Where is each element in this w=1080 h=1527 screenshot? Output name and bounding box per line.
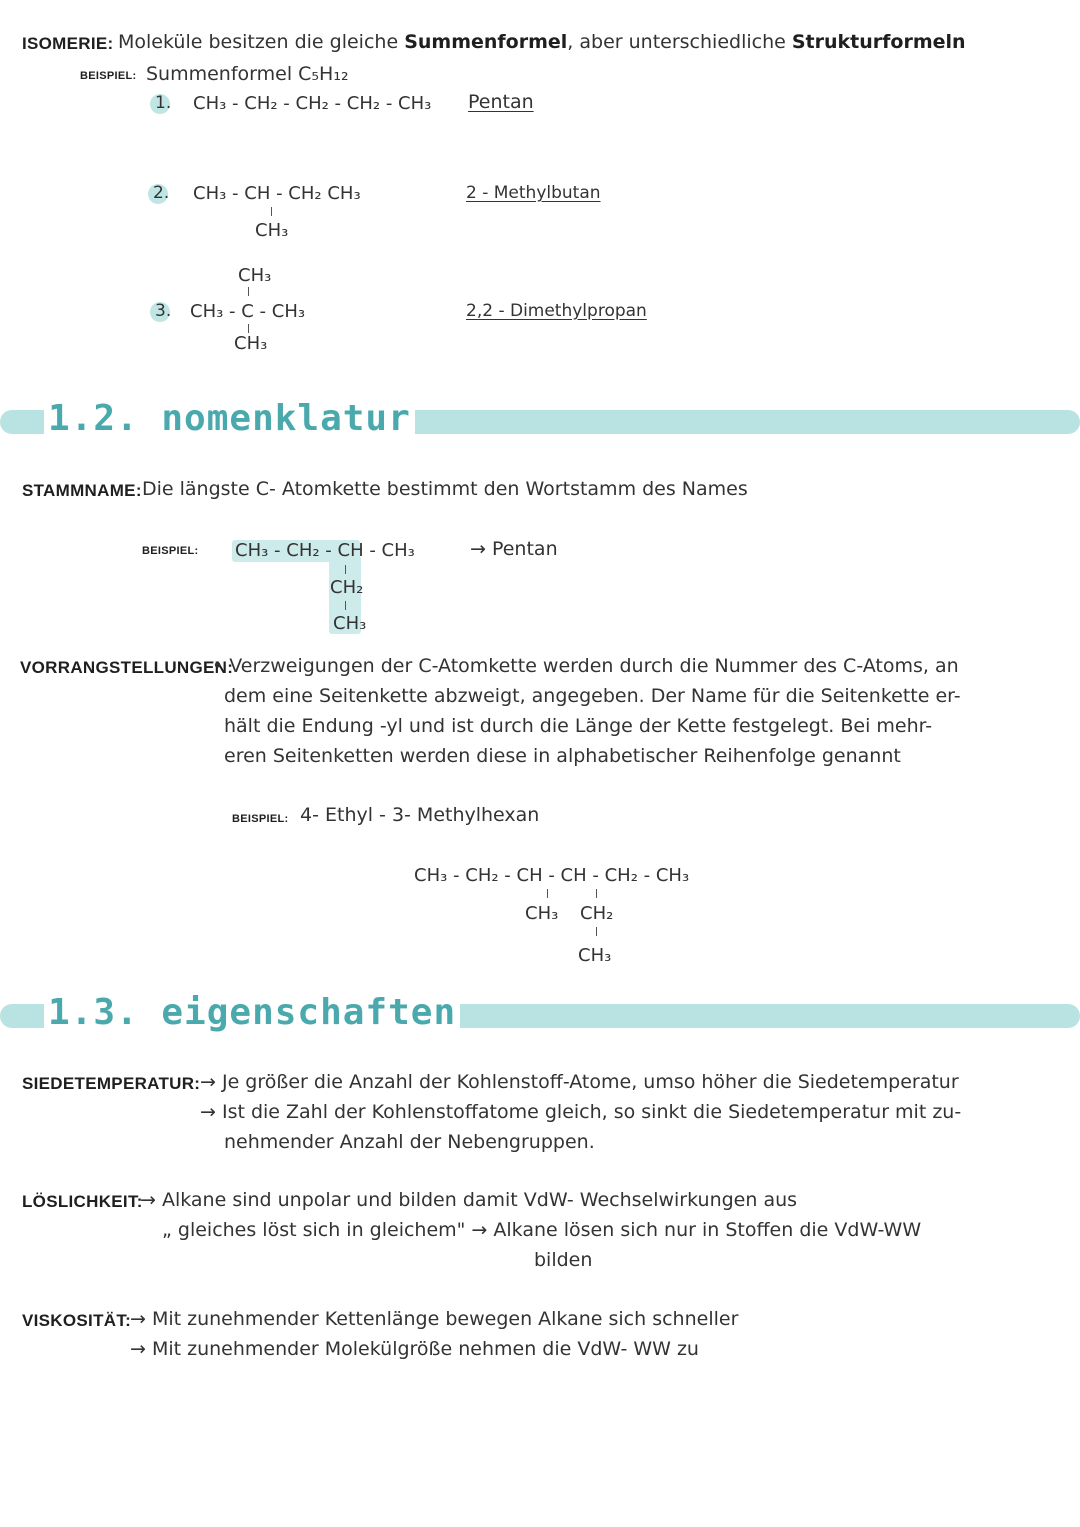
example-3-bond-top [248, 287, 249, 296]
example-3-branch-bottom: CH₃ [234, 333, 268, 354]
example-1-name: Pentan [468, 91, 534, 113]
vorrang-bond-left [547, 889, 548, 898]
isomerie-text-a: Moleküle besitzen die gleiche [118, 31, 399, 53]
vorrang-beispiel-name: 4- Ethyl - 3- Methylhexan [300, 804, 540, 826]
vorrang-label: VORRANGSTELLUNGEN: [20, 658, 234, 677]
vorrang-branch-left: CH₃ [525, 903, 559, 924]
vorrang-line-2: dem eine Seitenkette abzweigt, angegeben. Der Name für die Seitenkette er- [224, 685, 961, 707]
isomerie-label: ISOMERIE: [22, 34, 114, 53]
isomerie-summenformel: Summenformel [404, 31, 568, 53]
example-3-number: 3. [155, 301, 172, 321]
section-eigenschaften-title: 1.3. eigenschaften [44, 992, 460, 1033]
vorrang-line-4: eren Seitenketten werden diese in alphabetischer Reihenfolge genannt [224, 745, 901, 767]
example-3-branch-top: CH₃ [238, 265, 272, 286]
stammname-bond-2 [345, 601, 346, 610]
siedetemperatur-line-3: nehmender Anzahl der Nebengruppen. [224, 1131, 595, 1153]
vorrang-line-3: hält die Endung -yl und ist durch die Länge der Kette festgelegt. Bei mehr- [224, 715, 933, 737]
viskositaet-line-2: → Mit zunehmender Molekülgröße nehmen die VdW- WW zu [130, 1338, 699, 1360]
stammname-beispiel-label: BEISPIEL: [142, 545, 199, 557]
isomerie-beispiel-label: BEISPIEL: [80, 70, 137, 82]
example-1-number: 1. [155, 93, 172, 113]
stammname-branch-2: CH₃ [333, 613, 367, 634]
stammname-bond-1 [345, 565, 346, 574]
example-2-branch: CH₃ [255, 220, 289, 241]
stammname-result: → Pentan [470, 538, 558, 560]
vorrang-bond-right-2 [596, 927, 597, 936]
example-1-formula: CH₃ - CH₂ - CH₂ - CH₂ - CH₃ [193, 93, 432, 114]
example-3-name: 2,2 - Dimethylpropan [466, 301, 647, 321]
vorrang-line-1: • Verzweigungen der C-Atomkette werden durch die Nummer des C-Atoms, an [212, 655, 959, 677]
viskositaet-label: VISKOSITÄT: [22, 1311, 132, 1330]
viskositaet-line-1: → Mit zunehmender Kettenlänge bewegen Alkane sich schneller [130, 1308, 739, 1330]
example-3-bond-bottom [248, 324, 249, 333]
section-nomenklatur-title: 1.2. nomenklatur [44, 398, 415, 439]
isomerie-strukturformeln: Strukturformeln [791, 31, 966, 53]
vorrang-branch-right-2: CH₃ [578, 945, 612, 966]
isomerie-beispiel-text: Summenformel C₅H₁₂ [146, 63, 349, 85]
vorrang-branch-right-1: CH₂ [580, 903, 614, 924]
example-2-bond [271, 207, 272, 216]
vorrang-bond-right-1 [596, 889, 597, 898]
stammname-branch-1: CH₂ [330, 577, 364, 598]
isomerie-text-c: , aber unterschiedliche [567, 31, 786, 53]
vorrang-beispiel-label: BEISPIEL: [232, 813, 289, 825]
siedetemperatur-line-1: → Je größer die Anzahl der Kohlenstoff-Atome, umso höher die Siedetemperatur [200, 1071, 959, 1093]
example-2-formula: CH₃ - CH - CH₂ CH₃ [193, 183, 361, 204]
example-2-name: 2 - Methylbutan [466, 183, 601, 203]
loeslichkeit-line-1: → Alkane sind unpolar und bilden damit VdW- Wechselwirkungen aus [140, 1189, 798, 1211]
stammname-formula: CH₃ - CH₂ - CH - CH₃ [235, 540, 415, 561]
siedetemperatur-label: SIEDETEMPERATUR: [22, 1074, 201, 1093]
example-2-number: 2. [153, 183, 170, 203]
isomerie-text [118, 31, 966, 53]
siedetemperatur-line-2: → Ist die Zahl der Kohlenstoffatome gleich, so sinkt die Siedetemperatur mit zu- [200, 1101, 962, 1123]
loeslichkeit-line-2: „ gleiches löst sich in gleichem" → Alkane lösen sich nur in Stoffen die VdW-WW [162, 1219, 922, 1241]
stammname-text: Die längste C- Atomkette bestimmt den Wortstamm des Names [142, 478, 748, 500]
vorrang-formula: CH₃ - CH₂ - CH - CH - CH₂ - CH₃ [414, 865, 690, 886]
example-3-formula: CH₃ - C - CH₃ [190, 301, 306, 322]
loeslichkeit-label: LÖSLICHKEIT: [22, 1192, 143, 1211]
stammname-label: STAMMNAME: [22, 481, 142, 500]
loeslichkeit-line-3: bilden [534, 1249, 593, 1271]
